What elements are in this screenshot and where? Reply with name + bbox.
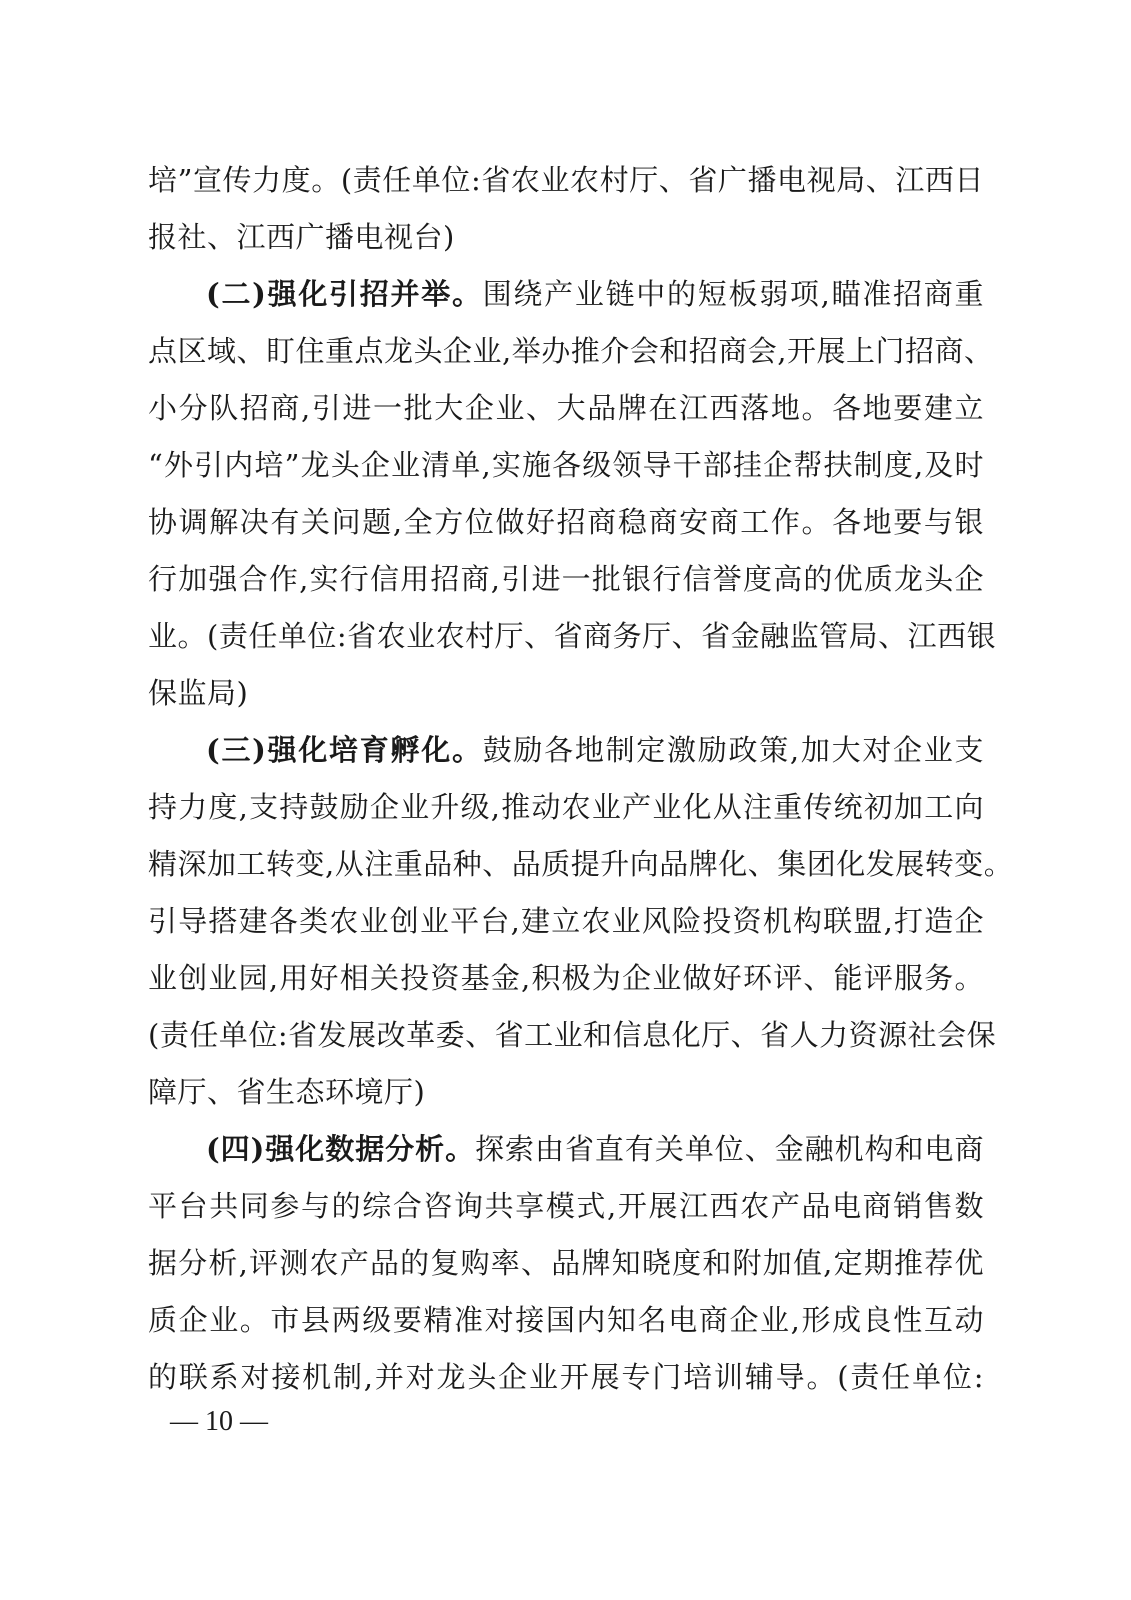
text-line: 持力度,支持鼓励企业升级,推动农业产业化从注重传统初加工向 — [148, 790, 984, 824]
section-heading: (二)强化引招并举。 — [206, 277, 483, 311]
text-line: 行加强合作,实行信用招商,引进一批银行信誉度高的优质龙头企 — [148, 562, 984, 596]
text-line: 的联系对接机制,并对龙头企业开展专门培训辅导。(责任单位: — [148, 1360, 984, 1394]
text-line: 围绕产业链中的短板弱项,瞄准招商重 — [482, 277, 984, 311]
text-line: 质企业。市县两级要精准对接国内知名电商企业,形成良性互动 — [148, 1303, 984, 1337]
section-paragraph-start — [148, 722, 984, 779]
section-paragraph-start — [148, 1121, 984, 1178]
text-line: 引导搭建各类农业创业平台,建立农业风险投资机构联盟,打造企 — [148, 904, 984, 938]
text-line: 鼓励各地制定激励政策,加大对企业支 — [482, 733, 984, 767]
text-line: 据分析,评测农产品的复购率、品牌知晓度和附加值,定期推荐优 — [148, 1246, 984, 1280]
text-line: 业。(责任单位:省农业农村厅、省商务厅、省金融监管局、江西银 — [148, 619, 997, 653]
text-line: 培”宣传力度。(责任单位:省农业农村厅、省广播电视局、江西日 — [148, 163, 984, 197]
page-number: — 10 — — [170, 1406, 268, 1437]
text-line: 平台共同参与的综合咨询共享模式,开展江西农产品电商销售数 — [148, 1189, 984, 1223]
text-line: “外引内培”龙头企业清单,实施各级领导干部挂企帮扶制度,及时 — [148, 448, 984, 482]
text-line: 障厅、省生态环境厅) — [148, 1075, 426, 1109]
text-line: 探索由省直有关单位、金融机构和电商 — [475, 1132, 984, 1166]
section-heading: (三)强化培育孵化。 — [206, 733, 483, 767]
text-line: 协调解决有关问题,全方位做好招商稳商安商工作。各地要与银 — [148, 505, 984, 539]
document-body — [148, 152, 1014, 1406]
text-line: 保监局) — [148, 676, 249, 710]
text-line: 精深加工转变,从注重品种、品质提升向品牌化、集团化发展转变。 — [148, 847, 1014, 881]
text-line: 报社、江西广播电视台) — [148, 220, 455, 254]
text-line: 小分队招商,引进一批大企业、大品牌在江西落地。各地要建立 — [148, 391, 984, 425]
text-line: 点区域、盯住重点龙头企业,举办推介会和招商会,开展上门招商、 — [148, 334, 994, 368]
section-paragraph-start — [148, 266, 984, 323]
text-line: (责任单位:省发展改革委、省工业和信息化厅、省人力资源社会保 — [148, 1018, 997, 1052]
section-heading: (四)强化数据分析。 — [206, 1132, 476, 1166]
text-line: 业创业园,用好相关投资基金,积极为企业做好环评、能评服务。 — [148, 961, 984, 995]
